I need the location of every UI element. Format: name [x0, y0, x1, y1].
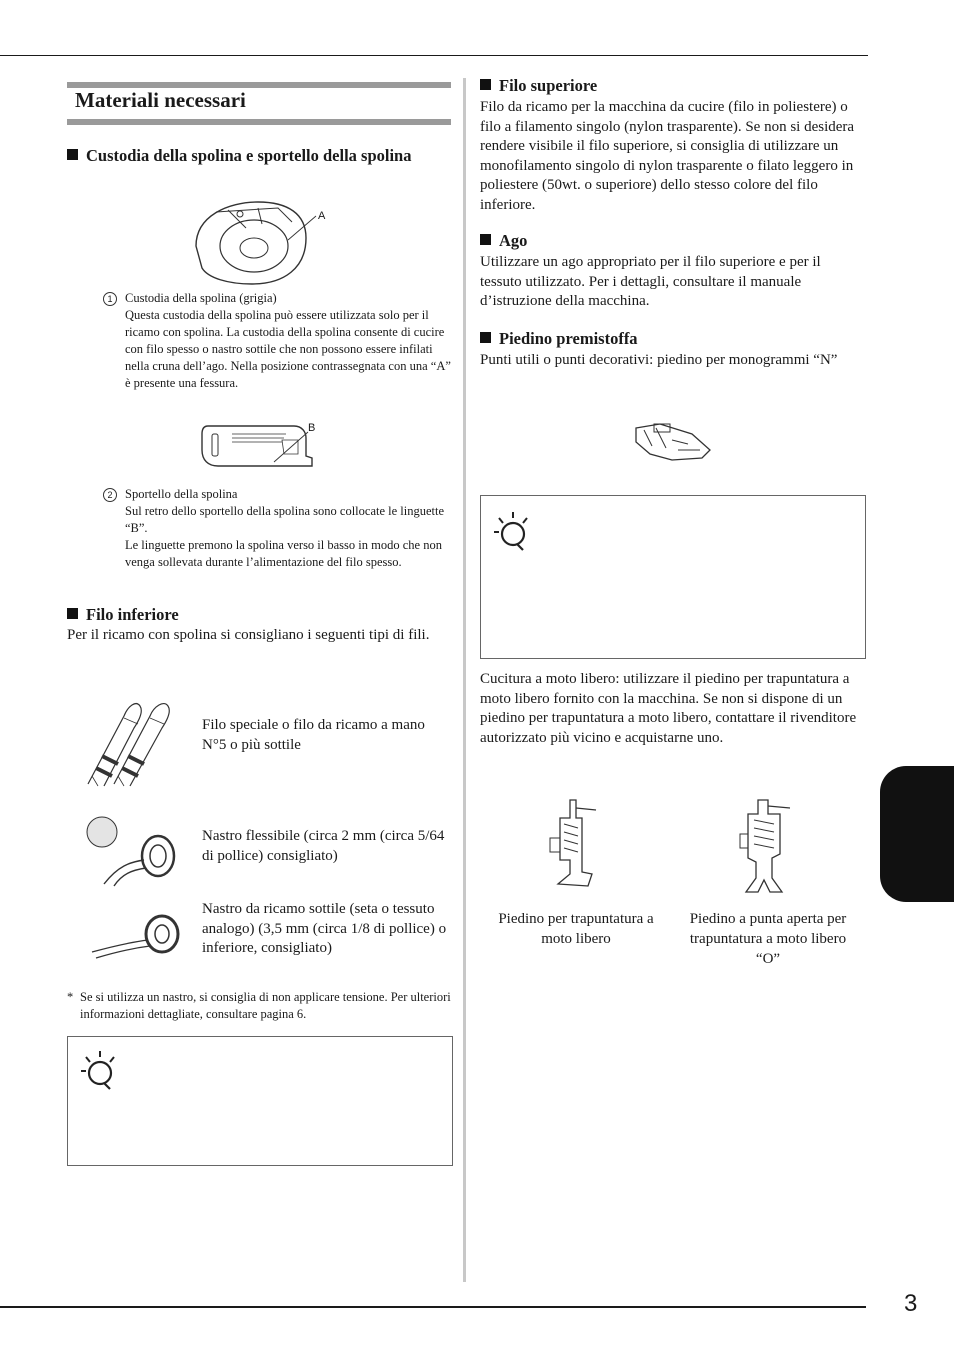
upper-thread-text: Filo da ricamo per la macchina da cucire (filo in poliestere) o filo a filamento singolo (nylon trasparente). Se non si desidera rendere visibile il filo superiore, si consiglia di utilizzare un monofilamento singolo di nylon trasparente o filato leggero in poliestere (50wt. o superiore) dello stesso colore del filo inferiore.	[480, 99, 855, 213]
label-a: A	[318, 210, 326, 222]
top-rule	[0, 55, 868, 56]
item2-number	[103, 486, 121, 503]
presser-foot-heading	[480, 328, 860, 349]
monogram-foot-illustration	[632, 420, 716, 466]
item1-description	[125, 290, 451, 392]
lower-thread-heading-text: Filo inferiore	[86, 605, 179, 624]
free-motion-text: Cucitura a moto libero: utilizzare il piedino per trapuntatura a moto libero fornito con la macchina. Se non si dispone di un piedino per trapuntatura a moto libero, contattare il rivenditore autorizzato più vicino e acquistarne uno.	[480, 671, 857, 746]
upper-thread-heading	[480, 75, 860, 96]
chapter-tab	[880, 766, 954, 902]
upper-thread-heading-text: Filo superiore	[499, 76, 598, 95]
thread-item-2: Nastro flessibile (circa 2 mm (circa 5/64 di pollice) consigliato)	[202, 828, 445, 864]
needle-heading	[480, 230, 860, 251]
item2-description	[125, 486, 451, 571]
presser-foot-text: Punti utili o punti decorativi: piedino per monogrammi “N”	[480, 352, 838, 368]
column-divider	[463, 78, 466, 1282]
label-b: B	[308, 422, 316, 434]
bullet-square	[67, 149, 78, 160]
thin-ribbon-illustration	[86, 912, 186, 960]
page-number: 3	[904, 1290, 918, 1317]
bullet-square	[67, 608, 78, 619]
bullet-square	[480, 332, 491, 343]
item2-text-2: Le linguette premono la spolina verso il basso in modo che non venga sollevata durante l’alimentazione del filo spesso.	[125, 538, 442, 569]
item1-title: Custodia della spolina (grigia)	[125, 291, 277, 305]
quilting-foot-illustration	[548, 798, 604, 890]
footnote: Se si utilizza un nastro, si consiglia di non applicare tensione. Per ulteriori informazioni dettagliate, consultare pagina 6.	[80, 990, 451, 1021]
lower-thread-text: Per il ricamo con spolina si consigliano i seguenti tipi di fili.	[67, 627, 430, 643]
bobbin-heading	[67, 145, 427, 166]
bobbin-heading-text: Custodia della spolina e sportello della spolina	[86, 146, 412, 165]
item2-title: Sportello della spolina	[125, 487, 238, 501]
open-toe-foot-illustration	[738, 798, 798, 898]
item1-text: Questa custodia della spolina può essere utilizzata solo per il ricamo con spolina. La custodia della spolina consente di cucire con filo spesso o nastro sottile che non possono essere infilati nella cruna dell’ago. Nella posizione contrassegnata con una “A” è presente una fessura.	[125, 308, 451, 390]
caption-quilting-foot: Piedino per trapuntatura a moto libero	[498, 911, 654, 947]
page-title: Materiali necessari	[75, 88, 246, 112]
item2-text-1: Sul retro dello sportello della spolina sono collocate le linguette “B”.	[125, 504, 445, 535]
item1-number	[103, 290, 121, 307]
thread-item-3: Nastro da ricamo sottile (seta o tessuto analogo) (3,5 mm (circa 1/8 di pollice) o inferiore, consigliato)	[202, 901, 447, 956]
item1-num-circle: 1	[103, 292, 117, 306]
item2-num-circle: 2	[103, 488, 117, 502]
lightbulb-icon	[491, 508, 531, 552]
lightbulb-icon	[78, 1047, 118, 1091]
thread-item-1: Filo speciale o filo da ricamo a mano N°5 o più sottile	[202, 717, 425, 753]
lower-thread-heading	[67, 604, 447, 625]
note-box-left	[67, 1036, 453, 1166]
needle-heading-text: Ago	[499, 231, 528, 250]
needle-text: Utilizzare un ago appropriato per il filo superiore e per il tessuto utilizzato. Per i dettagli, consultare il manuale d’istruzione della macchina.	[480, 254, 821, 309]
bottom-rule	[0, 1306, 866, 1308]
presser-foot-heading-text: Piedino premistoffa	[499, 329, 638, 348]
bobbin-case-illustration	[188, 198, 328, 290]
bobbin-cover-illustration	[198, 420, 326, 472]
title-bar-bottom	[67, 119, 451, 125]
bullet-square	[480, 234, 491, 245]
flexible-ribbon-illustration	[84, 814, 184, 888]
bullet-square	[480, 79, 491, 90]
note-box-right	[480, 495, 866, 659]
caption-open-toe-foot: Piedino a punta aperta per trapuntatura a moto libero “O”	[689, 911, 847, 967]
thread-skein-illustration	[84, 696, 180, 788]
footnote-mark: *	[67, 990, 74, 1004]
